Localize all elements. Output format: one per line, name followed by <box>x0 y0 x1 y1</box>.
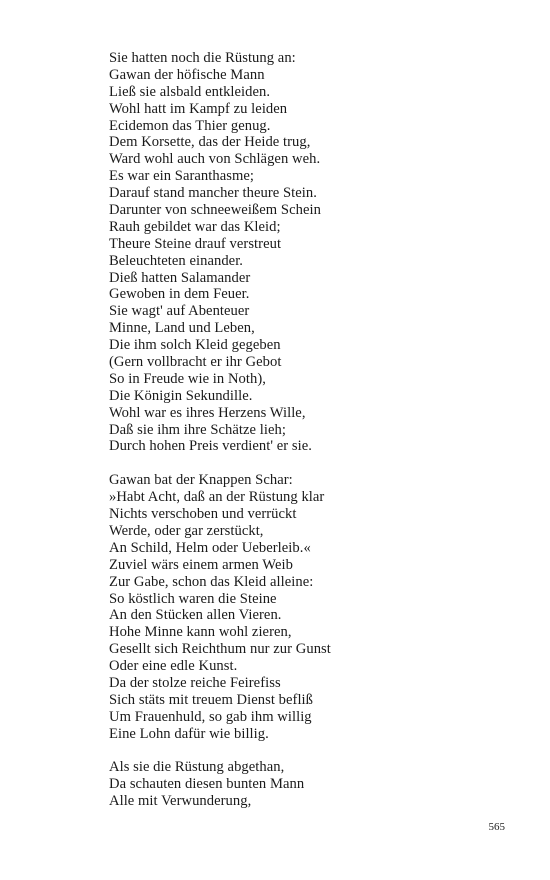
verse-line: Beleuchteten einander. <box>109 252 244 269</box>
verse-line: Darunter von schneeweißem Schein <box>109 202 321 219</box>
verse-line: Sich stäts mit treuem Dienst befliß <box>109 691 314 708</box>
verse-line: (Gern vollbracht er ihr Gebot <box>109 354 282 371</box>
verse-line: Gawan bat der Knappen Schar: <box>109 472 293 489</box>
verse-line: Als sie die Rüstung abgethan, <box>109 759 285 776</box>
verse-line: Um Frauenhuld, so gab ihm willig <box>109 708 312 725</box>
verse-line: »Habt Acht, daß an der Rüstung klar <box>109 489 325 506</box>
verse-line: Nichts verschoben und verrückt <box>109 506 297 523</box>
verse-line: Dem Korsette, das der Heide trug, <box>109 134 311 151</box>
verse-line: So in Freude wie in Noth), <box>109 370 266 387</box>
verse-line: Alle mit Verwunderung, <box>109 793 252 810</box>
verse-line: Durch hohen Preis verdient' er sie. <box>109 438 312 455</box>
page-number: 565 <box>488 821 505 833</box>
verse-line: Sie wagt' auf Abenteuer <box>109 303 250 320</box>
verse-line: So köstlich waren die Steine <box>109 590 277 607</box>
verse-line: Wohl war es ihres Herzens Wille, <box>109 404 306 421</box>
stanza <box>109 50 509 455</box>
verse-line: Sie hatten noch die Rüstung an: <box>109 50 296 66</box>
verse-line: Daß sie ihm ihre Schätze lieh; <box>109 421 286 438</box>
verse-line: Die ihm solch Kleid gegeben <box>109 337 281 354</box>
verse-line: Es war ein Saranthasme; <box>109 168 255 185</box>
verse-line: Die Königin Sekundille. <box>109 387 253 404</box>
verse-line: Gewoben in dem Feuer. <box>109 286 250 303</box>
verse-text <box>109 50 509 810</box>
verse-line: An Schild, Helm oder Ueberleib.« <box>109 539 311 556</box>
verse-line: Ließ sie alsbald entkleiden. <box>109 83 271 100</box>
verse-line: Hohe Minne kann wohl zieren, <box>109 624 292 641</box>
verse-line: Da der stolze reiche Feirefiss <box>109 674 281 691</box>
verse-line: Zuviel wärs einem armen Weib <box>109 556 293 573</box>
verse-line: Zur Gabe, schon das Kleid alleine: <box>109 573 314 590</box>
stanza <box>109 472 509 742</box>
verse-line: Oder eine edle Kunst. <box>109 658 238 675</box>
stanza <box>109 759 509 810</box>
verse-line: Gesellt sich Reichthum nur zur Gunst <box>109 641 331 658</box>
verse-line: Darauf stand mancher theure Stein. <box>109 185 317 202</box>
verse-line: Werde, oder gar zerstückt, <box>109 522 264 539</box>
verse-line: Dieß hatten Salamander <box>109 269 251 286</box>
verse-line: Eine Lohn dafür wie billig. <box>109 725 269 742</box>
verse-line: Minne, Land und Leben, <box>109 320 255 337</box>
verse-line: Rauh gebildet war das Kleid; <box>109 218 281 235</box>
verse-line: Ecidemon das Thier genug. <box>109 117 271 134</box>
verse-line: An den Stücken allen Vieren. <box>109 607 282 624</box>
verse-line: Wohl hatt im Kampf zu leiden <box>109 100 288 117</box>
verse-line: Gawan der höfische Mann <box>109 66 265 83</box>
verse-line: Ward wohl auch von Schlägen weh. <box>109 151 321 168</box>
verse-line: Da schauten diesen bunten Mann <box>109 776 305 793</box>
verse-line: Theure Steine drauf verstreut <box>109 235 282 252</box>
